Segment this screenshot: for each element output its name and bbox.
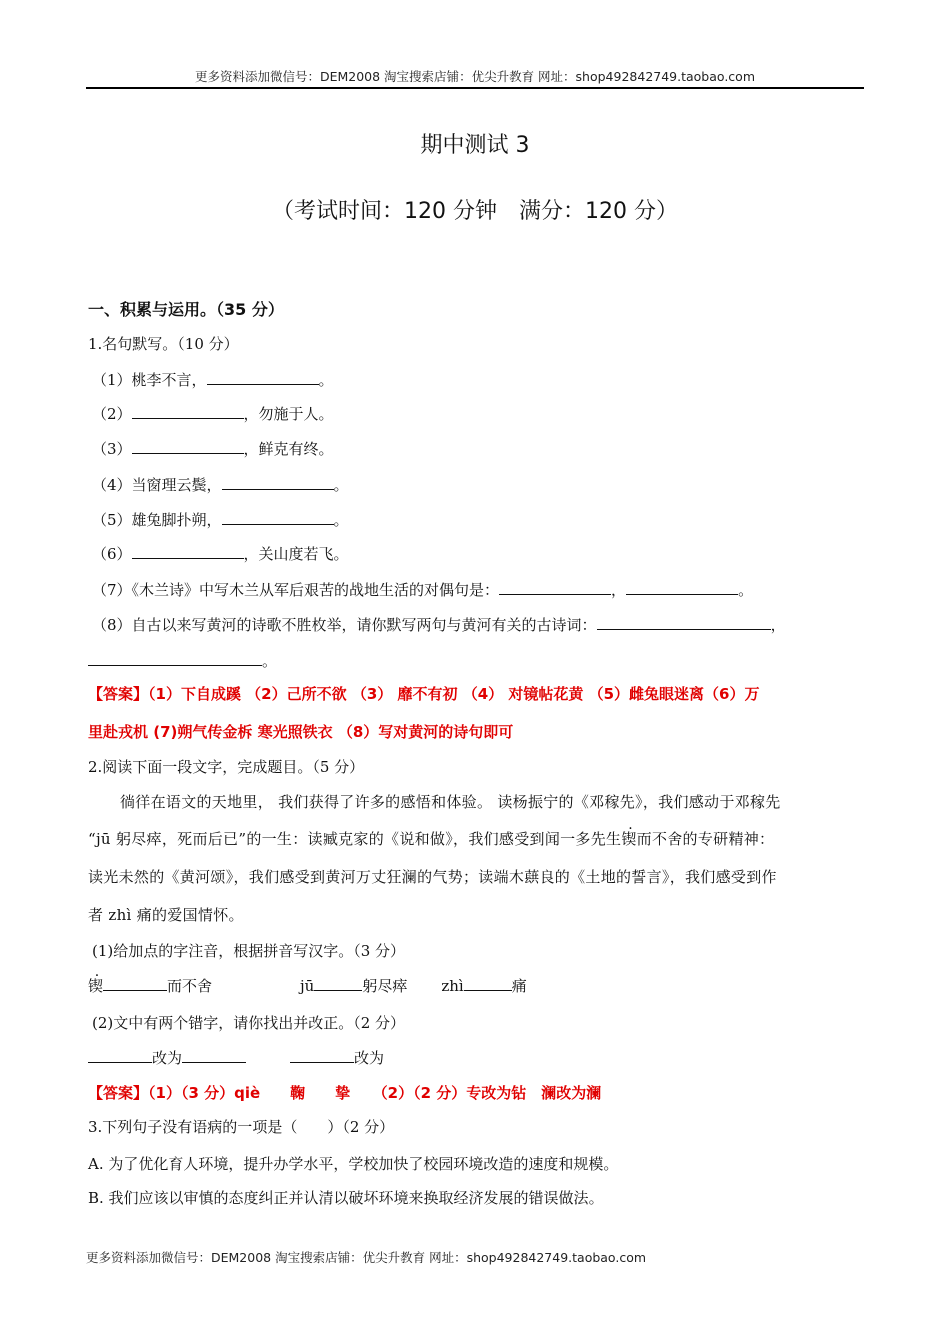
q1-item-1 — [92, 369, 334, 390]
dotted-char: 锲 — [621, 830, 637, 848]
fill-text-change-1: 改为 — [152, 1049, 183, 1067]
q1-item-8-mid: ， — [770, 616, 786, 634]
exam-subtitle: （考试时间：120 分钟 满分：120 分） — [272, 199, 678, 224]
fill-text-a: 而不舍 — [167, 977, 213, 995]
page-header: 更多资料添加微信号：DEM2008 淘宝搜索店铺：优尖升教育 网址：shop492842749.taobao.com — [194, 69, 756, 84]
header-rule — [86, 87, 864, 89]
answer-blank[interactable] — [222, 510, 334, 525]
fill-text-e: 痛 — [511, 977, 527, 995]
answer-label: 【答案】 — [88, 685, 149, 703]
q1-item-3 — [92, 438, 334, 459]
q1-item-8-cont — [88, 650, 277, 671]
q2-passage-line-2b: 而不舍的专研精神： — [636, 830, 775, 848]
q1-answer-text-1: （1）下自成蹊 （2）己所不欲 （3） 靡不有初 （4） 对镜帖花黄 （5）雌兔眼迷离（6）万 — [148, 685, 760, 703]
q1-item-2-post: ，勿施于人。 — [243, 405, 334, 423]
section-title: 一、积累与运用。（35 分） — [88, 300, 284, 319]
q1-item-1-pre: （1）桃李不言， — [92, 371, 207, 389]
q1-item-2 — [92, 403, 334, 424]
q1-item-5 — [92, 509, 349, 530]
answer-blank[interactable] — [88, 651, 262, 666]
answer-blank[interactable] — [222, 475, 334, 490]
q1-item-7-mid: ， — [611, 581, 627, 599]
fill-text-d: zhì — [441, 977, 464, 995]
q3-option-a: A. 为了优化育人环境，提升办学水平，学校加快了校园环境改造的速度和规模。 — [88, 1155, 619, 1173]
answer-blank[interactable] — [464, 976, 512, 991]
q2-sub-1: (1)给加点的字注音，根据拼音写汉字。（3 分） — [92, 942, 406, 960]
answer-blank[interactable] — [182, 1048, 246, 1063]
fill-text-c: 躬尽瘁 — [362, 977, 408, 995]
page-footer: 更多资料添加微信号：DEM2008 淘宝搜索店铺：优尖升教育 网址：shop492842749.taobao.com — [86, 1250, 647, 1265]
fill-text-change-2: 改为 — [354, 1049, 385, 1067]
q3-stem: 3.下列句子没有语病的一项是（ ）（2 分） — [88, 1118, 395, 1136]
q1-item-4-pre: （4）当窗理云鬓， — [92, 476, 222, 494]
dotted-char: 锲 — [88, 977, 104, 995]
q2-passage-line-2 — [88, 828, 774, 849]
q2-stem: 2.阅读下面一段文字，完成题目。（5 分） — [88, 758, 365, 776]
q2-answer-text: （1）（3 分）qiè 鞠 挚 （2）（2 分）专改为钻 澜改为澜 — [148, 1084, 602, 1102]
q1-item-3-post: ，鲜克有终。 — [243, 440, 334, 458]
fill-text-b: jū — [300, 977, 315, 995]
q1-item-7-pre: （7）《木兰诗》中写木兰从军后艰苦的战地生活的对偶句是： — [92, 581, 500, 599]
q1-item-7-post: 。 — [738, 581, 754, 599]
q2-answer — [88, 1082, 601, 1103]
q1-item-1-post: 。 — [318, 371, 334, 389]
answer-blank[interactable] — [207, 370, 319, 385]
q1-answer-line-2: 里赴戎机 (7)朔气传金柝 寒光照铁衣 （8）写对黄河的诗句即可 — [88, 723, 514, 741]
q1-item-4 — [92, 474, 349, 495]
answer-blank[interactable] — [290, 1048, 354, 1063]
q1-item-6-post: ，关山度若飞。 — [243, 545, 349, 563]
q2-passage-line-4: 者 zhì 痛的爱国情怀。 — [88, 906, 244, 924]
q2-passage-line-3: 读光未然的《黄河颂》，我们感受到黄河万丈狂澜的气势；读端木蕻良的《土地的誓言》，我们感受到作 — [88, 868, 777, 886]
q1-item-4-post: 。 — [333, 476, 349, 494]
q2-passage-line-2a: “jū 躬尽瘁，死而后已”的一生：读臧克家的《说和做》，我们感受到闻一多先生 — [88, 830, 622, 848]
q1-item-6 — [92, 543, 349, 564]
q2-sub-2-fill — [88, 1047, 384, 1068]
answer-blank[interactable] — [314, 976, 362, 991]
q1-answer-line-1 — [88, 683, 759, 704]
q2-passage-line-1: 徜徉在语文的天地里， 我们获得了许多的感悟和体验。 读杨振宁的《邓稼先》，我们感动于邓稼先 — [120, 793, 781, 811]
q1-item-8-pre: （8）自古以来写黄河的诗歌不胜枚举，请你默写两句与黄河有关的古诗词： — [92, 616, 597, 634]
answer-blank[interactable] — [626, 580, 738, 595]
answer-blank[interactable] — [597, 615, 771, 630]
q1-item-8-post: 。 — [262, 652, 278, 670]
q1-stem: 1.名句默写。（10 分） — [88, 335, 239, 353]
q1-item-5-post: 。 — [333, 511, 349, 529]
answer-blank[interactable] — [103, 976, 167, 991]
answer-blank[interactable] — [499, 580, 611, 595]
q1-item-7 — [92, 579, 753, 600]
answer-blank[interactable] — [132, 439, 244, 454]
answer-blank[interactable] — [132, 544, 244, 559]
answer-blank[interactable] — [132, 404, 244, 419]
exam-title: 期中测试 3 — [420, 133, 530, 158]
q3-option-b: B. 我们应该以审慎的态度纠正并认清以破坏环境来换取经济发展的错误做法。 — [88, 1189, 604, 1207]
q2-sub-1-fill — [88, 975, 527, 996]
q1-item-3-pre: （3） — [92, 440, 132, 458]
answer-blank[interactable] — [88, 1048, 152, 1063]
q1-item-5-pre: （5）雄兔脚扑朔， — [92, 511, 222, 529]
q1-item-2-pre: （2） — [92, 405, 132, 423]
answer-label: 【答案】 — [88, 1084, 149, 1102]
q2-sub-2: (2)文中有两个错字，请你找出并改正。（2 分） — [92, 1014, 406, 1032]
q1-item-8 — [92, 614, 786, 635]
q1-item-6-pre: （6） — [92, 545, 132, 563]
